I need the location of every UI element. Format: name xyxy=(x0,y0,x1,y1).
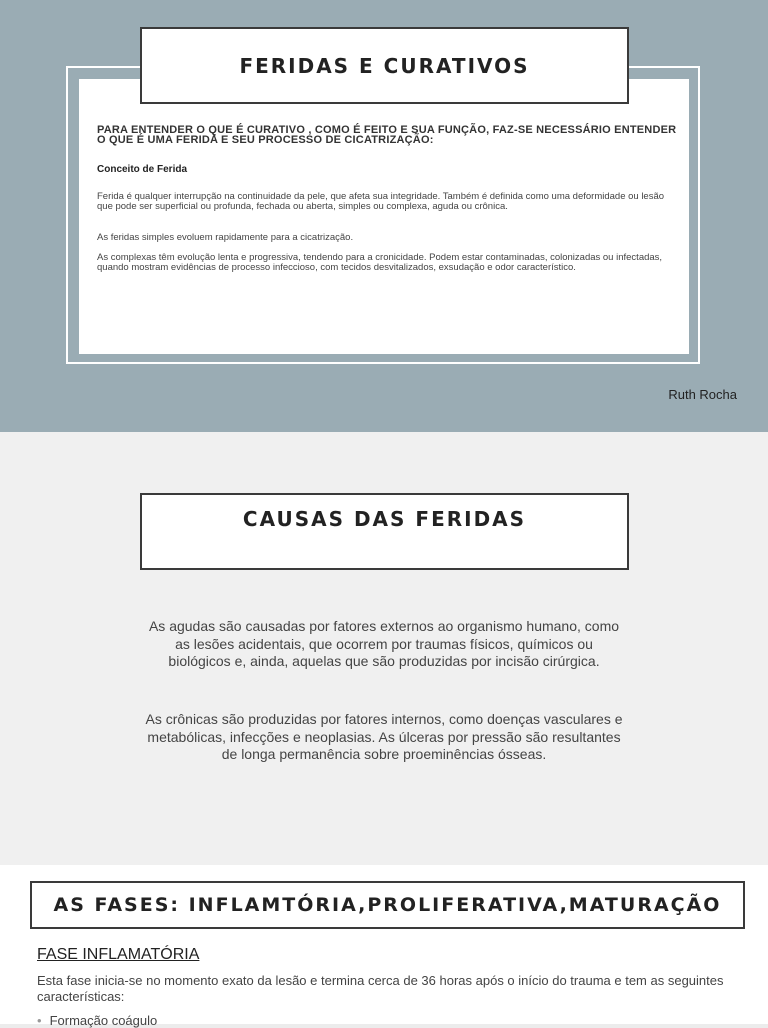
slide-causas-das-feridas xyxy=(0,432,768,865)
paragraph: As crônicas são produzidas por fatores internos, como doenças vasculares e metabólicas, infecções e neoplasias. As úlceras por pressão são resultantes de longa permanência sobre proeminências ósseas. xyxy=(145,711,623,762)
title-box xyxy=(30,881,745,929)
title-box xyxy=(140,493,629,570)
paragraph: Esta fase inicia-se no momento exato da lesão e termina cerca de 36 horas após o início do trauma e tem as seguintes características: xyxy=(37,973,724,1004)
slide-title: FERIDAS E CURATIVOS xyxy=(239,53,530,78)
list-item-label: Formação coágulo xyxy=(49,1013,158,1028)
slide-title: AS FASES: INFLAMTÓRIA,PROLIFERATIVA,MATURAÇÃO xyxy=(53,894,722,916)
content-panel xyxy=(79,79,689,354)
section-subtitle: FASE INFLAMATÓRIA xyxy=(37,946,200,963)
paragraph: As complexas têm evolução lenta e progressiva, tendendo para a cronicidade. Podem estar contaminadas, colonizadas ou infectadas, quando mostram evidências de processo infeccioso, com tecidos desvitalizados, exsudação e odor característico. xyxy=(97,252,663,273)
bullet-icon: • xyxy=(37,1013,42,1028)
paragraph: As feridas simples evoluem rapidamente para a cicatrização. xyxy=(97,232,354,243)
section-subtitle: Conceito de Ferida xyxy=(97,164,188,175)
title-box xyxy=(140,27,629,104)
slide-feridas-e-curativos xyxy=(0,0,768,432)
paragraph: Ferida é qualquer interrupção na continuidade da pele, que afeta sua integridade. Também é definida como uma deformidade ou lesão que pode ser superficial ou profunda, fechada ou aberta, simples ou complexa, aguda ou crônica. xyxy=(97,191,665,212)
author-name: Ruth Rocha xyxy=(668,387,737,402)
slide-title: CAUSAS DAS FERIDAS xyxy=(242,507,527,531)
intro-text: PARA ENTENDER O QUE É CURATIVO , COMO É FEITO E SUA FUNÇÃO, FAZ-SE NECESSÁRIO ENTENDER O QUE É UMA FERIDA E SEU PROCESSO DE CICATRIZAÇÃO: xyxy=(97,124,677,146)
slide-as-fases xyxy=(0,865,768,1028)
list-item xyxy=(37,1013,157,1028)
paragraph: As agudas são causadas por fatores externos ao organismo humano, como as lesões acidentais, que ocorrem por traumas físicos, químicos ou biológicos e, ainda, aquelas que são produzidas por incisão cirúrgica. xyxy=(148,618,620,669)
